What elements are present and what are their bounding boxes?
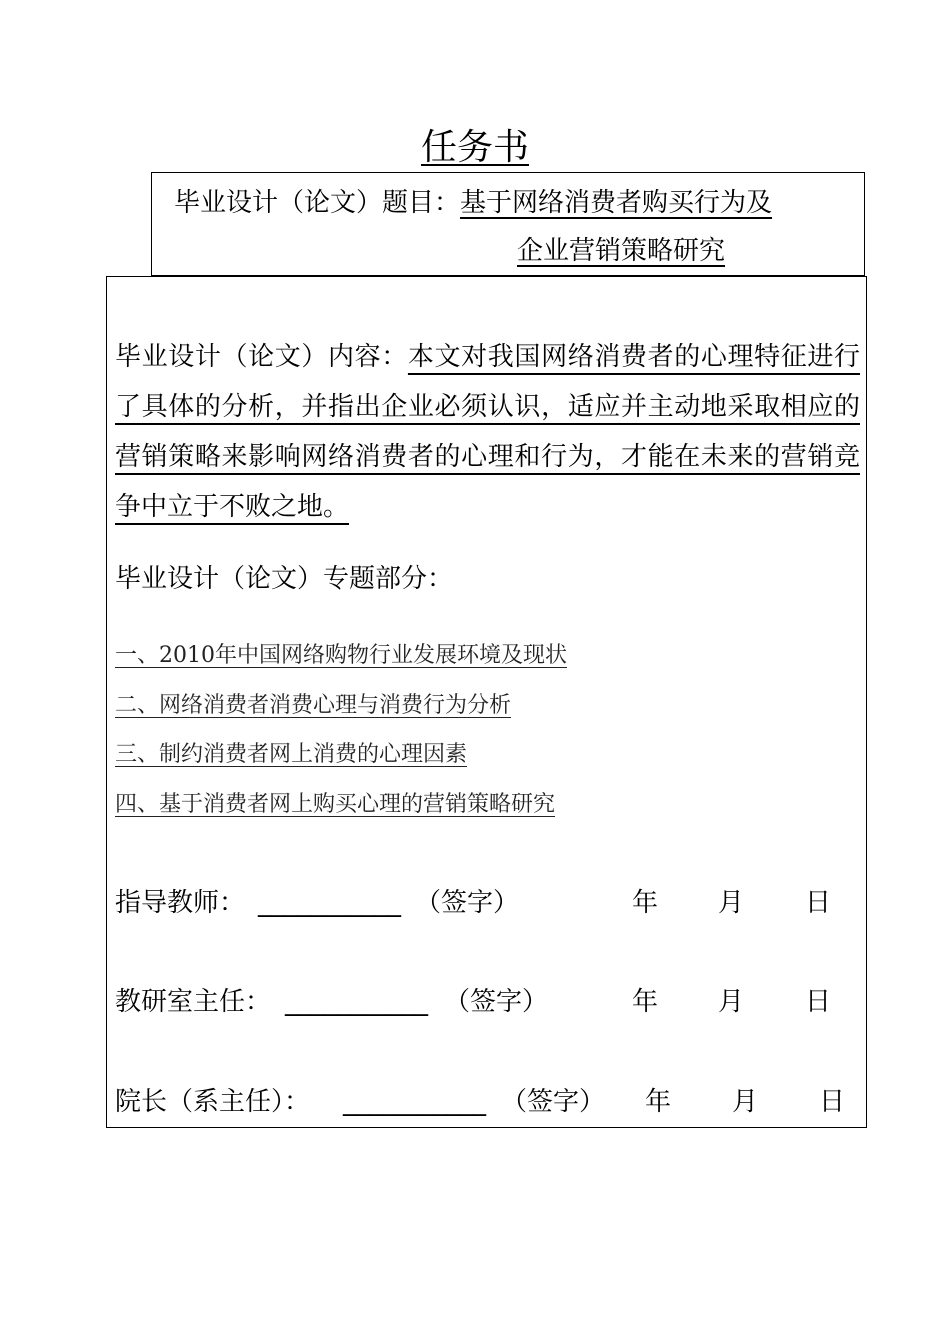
topic-value-line-1: 基于网络消费者购买行为及 — [460, 188, 773, 218]
signature-label: 指导教师： — [115, 888, 246, 918]
signature-blank[interactable]: ___________ — [258, 888, 401, 918]
topic-box — [151, 172, 865, 276]
special-topic-item: 一、2010年中国网络购物行业发展环境及现状 — [115, 643, 567, 668]
special-topic-item: 四、基于消费者网上购买心理的营销策略研究 — [115, 791, 556, 817]
content-paragraph — [115, 332, 860, 532]
date-month-label: 月 — [718, 888, 745, 918]
topic-line-1 — [174, 183, 772, 223]
date-year-label: 年 — [645, 1087, 672, 1117]
date-year-label: 年 — [632, 987, 659, 1017]
content-label: 毕业设计（论文）内容： — [115, 342, 408, 372]
signature-row-department-head — [115, 982, 860, 1022]
signature-seal-label: （签字） — [415, 888, 520, 918]
date-day-label: 日 — [819, 1087, 846, 1117]
main-box — [106, 276, 867, 1128]
special-heading: 毕业设计（论文）专题部分： — [115, 564, 454, 594]
signature-label: 教研室主任： — [115, 987, 272, 1017]
date-day-label: 日 — [805, 987, 832, 1017]
special-topic-item: 二、网络消费者消费心理与消费行为分析 — [115, 692, 512, 718]
date-day-label: 日 — [805, 888, 832, 918]
special-topic-list — [115, 631, 567, 829]
date-month-label: 月 — [732, 1087, 759, 1117]
topic-value-line-2: 企业营销策略研究 — [517, 236, 726, 266]
date-year-label: 年 — [632, 888, 659, 918]
signature-blank[interactable]: ___________ — [285, 987, 428, 1017]
document-title-text: 任务书 — [420, 127, 529, 168]
special-topic-item: 三、制约消费者网上消费的心理因素 — [115, 742, 468, 767]
signature-seal-label: （签字） — [444, 987, 549, 1017]
document-title — [0, 126, 950, 170]
signature-row-dean — [115, 1082, 860, 1122]
signature-label: 院长（系主任）： — [115, 1087, 311, 1117]
signature-blank[interactable]: ___________ — [343, 1087, 486, 1117]
signature-row-advisor — [115, 883, 860, 923]
topic-label: 毕业设计（论文）题目： — [174, 188, 461, 218]
topic-line-2 — [517, 231, 725, 271]
content-text: 本文对我国网络消费者的心理特征进行了具体的分析，并指出企业必须认识，适应并主动地采取相应的营销策略来影响网络消费者的心理和行为，才能在未来的营销竞争中立于不败之地。 — [115, 342, 860, 522]
signature-seal-label: （签字） — [501, 1087, 606, 1117]
date-month-label: 月 — [718, 987, 745, 1017]
